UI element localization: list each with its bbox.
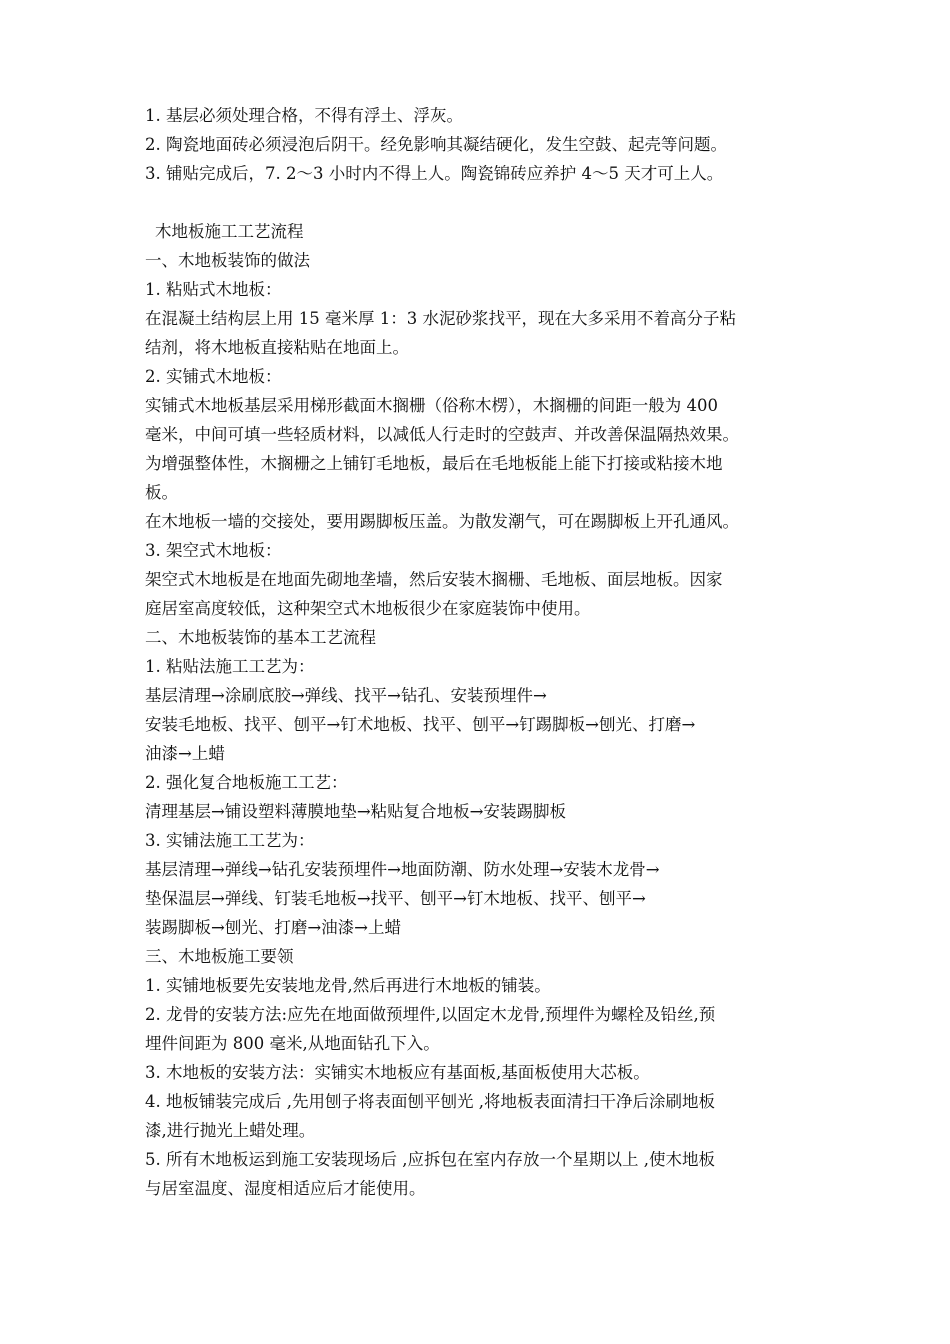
section3-line: 3. 木地板的安装方法：实铺实木地板应有基面板,基面板使用大芯板。 [145,1063,650,1082]
section3-line: 2. 龙骨的安装方法:应先在地面做预埋件,以固定木龙骨,预埋件为螺栓及铅丝,预 [145,1005,716,1024]
section1-line: 2. 实铺式木地板： [145,367,282,386]
intro-item-3: 3. 铺贴完成后，7. 2～3 小时内不得上人。陶瓷锦砖应养护 4～5 天才可上人。 [145,164,724,183]
section3-line: 1. 实铺地板要先安装地龙骨,然后再进行木地板的铺装。 [145,976,551,995]
section1-line: 3. 架空式木地板： [145,541,282,560]
section2-line: 垫保温层→弹线、钉装毛地板→找平、刨平→钉木地板、找平、刨平→ [145,889,646,908]
section-heading-3: 三、木地板施工要领 [145,947,294,966]
section2-line: 3. 实铺法施工工艺为： [145,831,315,850]
section3-line: 埋件间距为 800 毫米,从地面钻孔下入。 [145,1034,440,1053]
section3-line: 与居室温度、湿度相适应后才能使用。 [145,1179,426,1198]
intro-item-2: 2. 陶瓷地面砖必须浸泡后阴干。经免影响其凝结硬化，发生空鼓、起壳等问题。 [145,135,727,154]
section2-line: 安装毛地板、找平、刨平→钉术地板、找平、刨平→钉踢脚板→刨光、打磨→ [145,715,696,734]
intro-item-1: 1. 基层必须处理合格，不得有浮土、浮灰。 [145,106,463,125]
section1-line: 在混凝土结构层上用 15 毫米厚 1：3 水泥砂浆找平，现在大多采用不着高分子粘 [145,309,736,328]
paragraph-gap [145,188,815,217]
document-body [145,101,815,1203]
document-title: 木地板施工工艺流程 [155,222,304,241]
section2-line: 装踢脚板→刨光、打磨→油漆→上蜡 [145,918,401,937]
section2-line: 1. 粘贴法施工工艺为： [145,657,315,676]
section1-line: 在木地板一墙的交接处，要用踢脚板压盖。为散发潮气，可在踢脚板上开孔通风。 [145,512,739,531]
section1-line: 为增强整体性，木搁栅之上铺钉毛地板，最后在毛地板能上能下打接或粘接木地 [145,454,723,473]
section3-line: 4. 地板铺装完成后 ,先用刨子将表面刨平刨光 ,将地板表面清扫干净后涂刷地板 [145,1092,715,1111]
section1-line: 庭居室高度较低，这种架空式木地板很少在家庭装饰中使用。 [145,599,591,618]
section-heading-1: 一、木地板装饰的做法 [145,251,310,270]
section1-line: 毫米，中间可填一些轻质材料，以减低人行走时的空鼓声、并改善保温隔热效果。 [145,425,739,444]
section2-line: 基层清理→涂刷底胶→弹线、找平→钻孔、安装预埋件→ [145,686,547,705]
section2-line: 油漆→上蜡 [145,744,225,763]
section3-line: 漆,进行抛光上蜡处理。 [145,1121,316,1140]
section2-line: 2. 强化复合地板施工工艺： [145,773,348,792]
section1-line: 实铺式木地板基层采用梯形截面木搁栅（俗称木楞），木搁栅的间距一般为 400 [145,396,718,415]
section1-line: 结剂，将木地板直接粘贴在地面上。 [145,338,409,357]
section-heading-2: 二、木地板装饰的基本工艺流程 [145,628,376,647]
section3-line: 5. 所有木地板运到施工安装现场后 ,应拆包在室内存放一个星期以上 ,使木地板 [145,1150,715,1169]
section2-line: 清理基层→铺设塑料薄膜地垫→粘贴复合地板→安装踢脚板 [145,802,566,821]
section1-line: 架空式木地板是在地面先砌地垄墙，然后安装木搁栅、毛地板、面层地板。因家 [145,570,723,589]
section1-line: 1. 粘贴式木地板： [145,280,282,299]
section1-line: 板。 [145,483,178,502]
section2-line: 基层清理→弹线→钻孔安装预埋件→地面防潮、防水处理→安装木龙骨→ [145,860,660,879]
